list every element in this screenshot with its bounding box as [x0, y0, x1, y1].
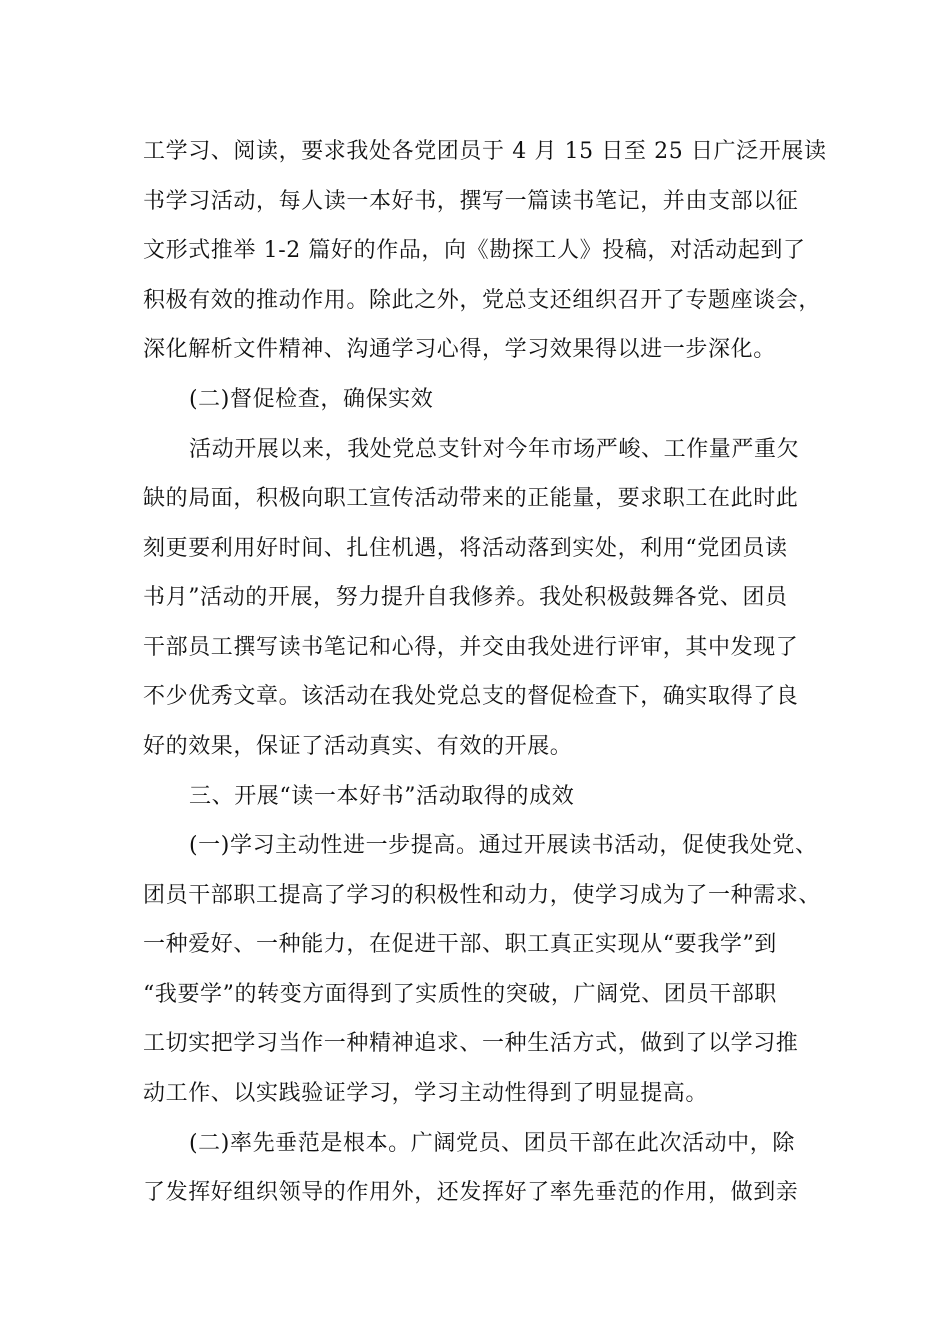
section-heading: (二)督促检查，确保实效	[189, 387, 434, 412]
body-text-line: 文形式推举 1-2 篇好的作品，向《勘探工人》投稿，对活动起到了	[143, 238, 806, 263]
body-text-line: 积极有效的推动作用。除此之外，党总支还组织召开了专题座谈会，	[143, 288, 822, 313]
body-text-line: 刻更要利用好时间、扎住机遇，将活动落到实处，利用“党团员读	[143, 536, 788, 561]
body-text-line: (二)率先垂范是根本。广阔党员、团员干部在此次活动中，除	[189, 1131, 795, 1156]
body-text-line: 缺的局面，积极向职工宣传活动带来的正能量，要求职工在此时此	[143, 486, 799, 511]
body-text-line: 不少优秀文章。该活动在我处党总支的督促检查下，确实取得了良	[143, 684, 799, 709]
body-text-line: 了发挥好组织领导的作用外，还发挥好了率先垂范的作用，做到亲	[143, 1180, 799, 1205]
body-text-line: “我要学”的转变方面得到了实质性的突破，广阔党、团员干部职	[143, 982, 777, 1007]
body-text-line: 动工作、以实践验证学习，学习主动性得到了明显提高。	[143, 1081, 709, 1106]
body-text-line: 书学习活动，每人读一本好书，撰写一篇读书笔记，并由支部以征	[143, 189, 799, 214]
body-text-line: 活动开展以来，我处党总支针对今年市场严峻、工作量严重欠	[189, 437, 800, 462]
body-text-line: 书月”活动的开展，努力提升自我修养。我处积极鼓舞各党、团员	[143, 585, 788, 610]
body-text-line: 干部员工撰写读书笔记和心得，并交由我处进行评审，其中发现了	[143, 635, 799, 660]
body-text-line: 好的效果，保证了活动真实、有效的开展。	[143, 734, 573, 759]
body-text-line: 工学习、阅读，要求我处各党团员于 4 月 15 日至 25 日广泛开展读	[143, 139, 827, 164]
body-text-line: 一种爱好、一种能力，在促进干部、职工真正实现从“要我学”到	[143, 932, 777, 957]
body-text-line: 深化解析文件精神、沟通学习心得，学习效果得以进一步深化。	[143, 337, 776, 362]
body-text-line: (一)学习主动性进一步提高。通过开展读书活动，促使我处党、	[189, 833, 818, 858]
body-text-line: 工切实把学习当作一种精神追求、一种生活方式，做到了以学习推	[143, 1031, 799, 1056]
section-heading: 三、开展“读一本好书”活动取得的成效	[189, 784, 575, 809]
body-text-line: 团员干部职工提高了学习的积极性和动力，使学习成为了一种需求、	[143, 883, 822, 908]
